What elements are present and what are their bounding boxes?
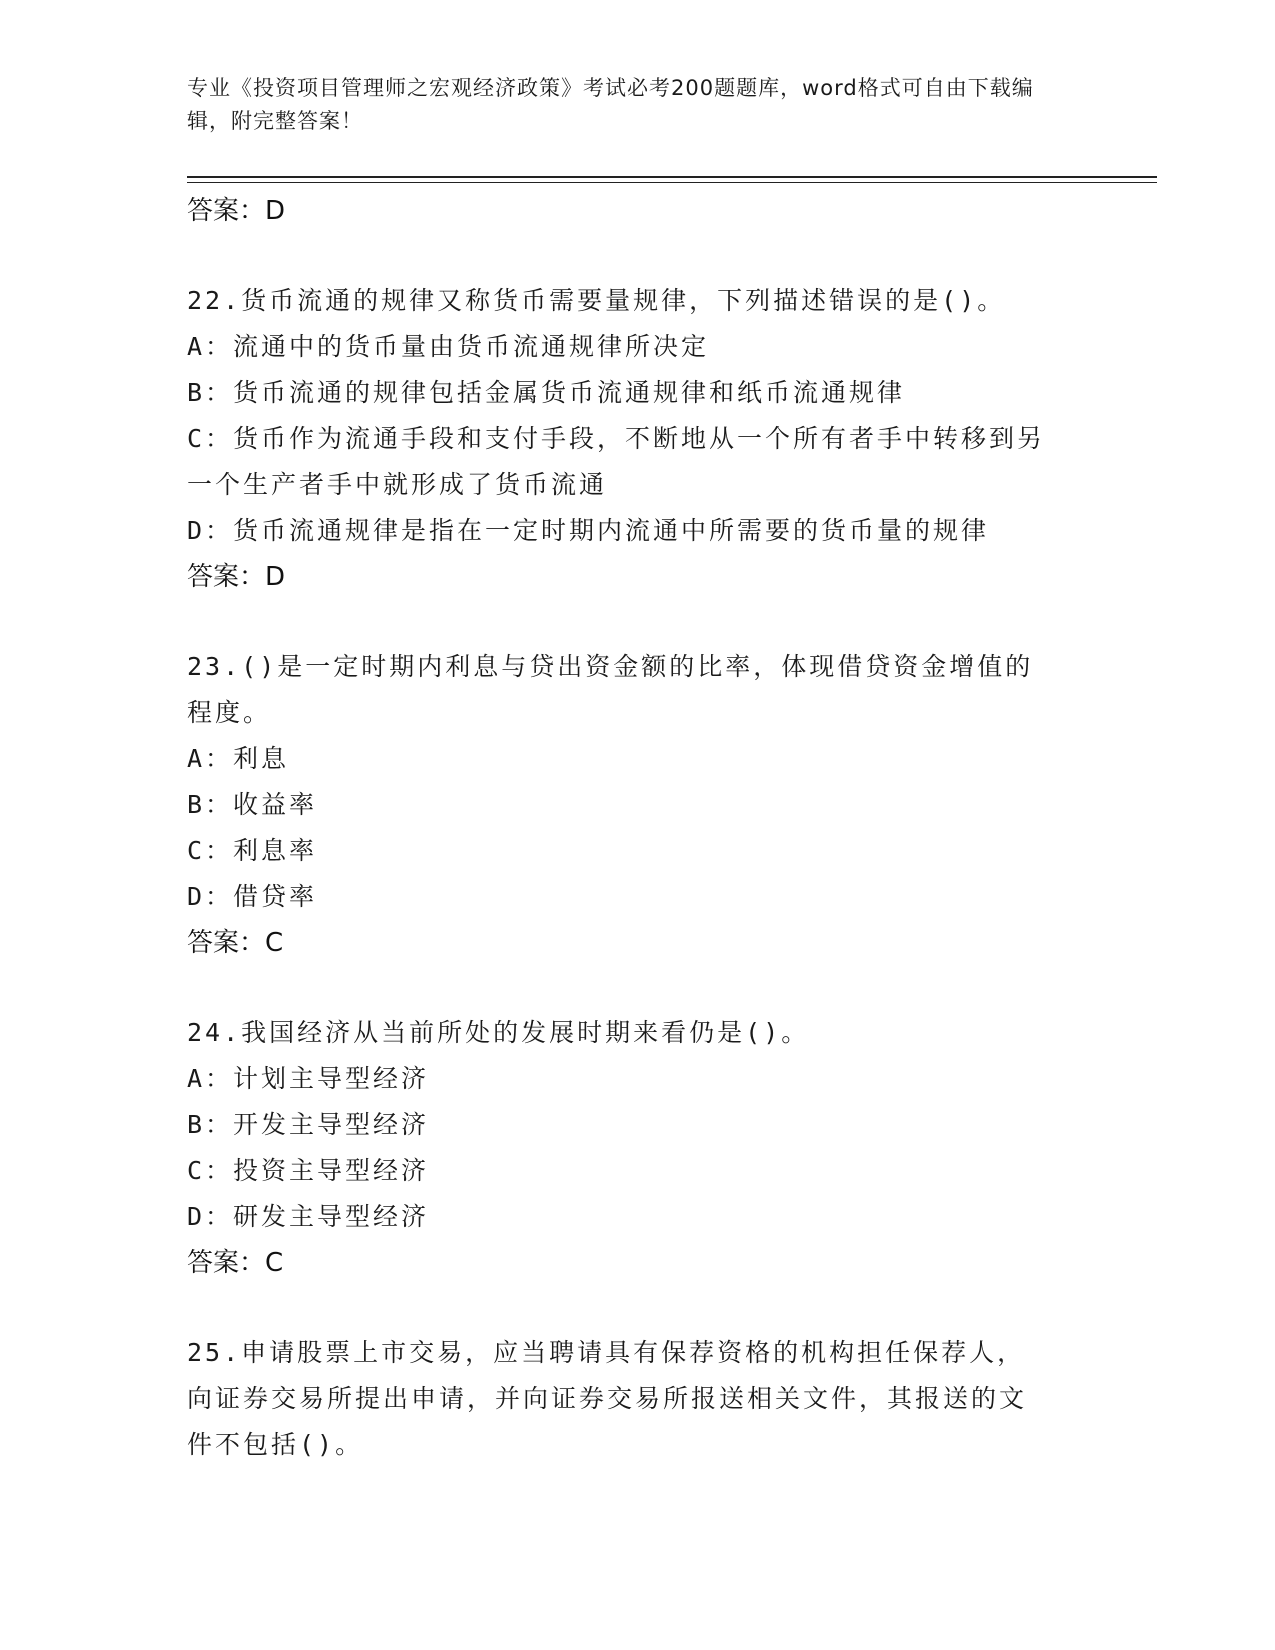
question-stem: 23.()是一定时期内利息与贷出资金额的比率，体现借贷资金增值的程度。 xyxy=(187,652,1034,727)
question-stem: 25.申请股票上市交易，应当聘请具有保荐资格的机构担任保荐人，向证券交易所提出申请，并向证券交易所报送相关文件，其报送的文件不包括()。 xyxy=(187,1338,1028,1459)
question-stem: 22.货币流通的规律又称货币需要量规律，下列描述错误的是()。 xyxy=(187,286,1006,315)
answer-line: 答案：C xyxy=(187,1248,284,1278)
document-content xyxy=(187,188,1087,1468)
header-rule-thin xyxy=(187,182,1157,183)
header-rule-thick xyxy=(187,176,1157,178)
option-a: A：计划主导型经济 xyxy=(187,1064,430,1093)
question-25 xyxy=(187,1330,1087,1468)
option-b: B：开发主导型经济 xyxy=(187,1110,430,1139)
option-c: C：投资主导型经济 xyxy=(187,1156,430,1185)
option-d: D：借贷率 xyxy=(187,882,318,911)
question-23 xyxy=(187,644,1087,966)
option-c: C：货币作为流通手段和支付手段，不断地从一个所有者手中转移到另一个生产者手中就形成了货币流通 xyxy=(187,424,1046,499)
option-b: B：货币流通的规律包括金属货币流通规律和纸币流通规律 xyxy=(187,378,906,407)
option-a: A：流通中的货币量由货币流通规律所决定 xyxy=(187,332,710,361)
answer-line: 答案：C xyxy=(187,928,284,958)
question-stem: 24.我国经济从当前所处的发展时期来看仍是()。 xyxy=(187,1018,810,1047)
answer-line: 答案：D xyxy=(187,196,286,226)
option-a: A：利息 xyxy=(187,744,290,773)
answer-line: 答案：D xyxy=(187,562,286,592)
question-22 xyxy=(187,278,1087,600)
document-header: 专业《投资项目管理师之宏观经济政策》考试必考200题题库，word格式可自由下载编辑，附完整答案！ xyxy=(187,76,1034,133)
question-24 xyxy=(187,1010,1087,1286)
option-b: B：收益率 xyxy=(187,790,318,819)
option-d: D：货币流通规律是指在一定时期内流通中所需要的货币量的规律 xyxy=(187,516,990,545)
option-c: C：利息率 xyxy=(187,836,318,865)
option-d: D：研发主导型经济 xyxy=(187,1202,430,1231)
